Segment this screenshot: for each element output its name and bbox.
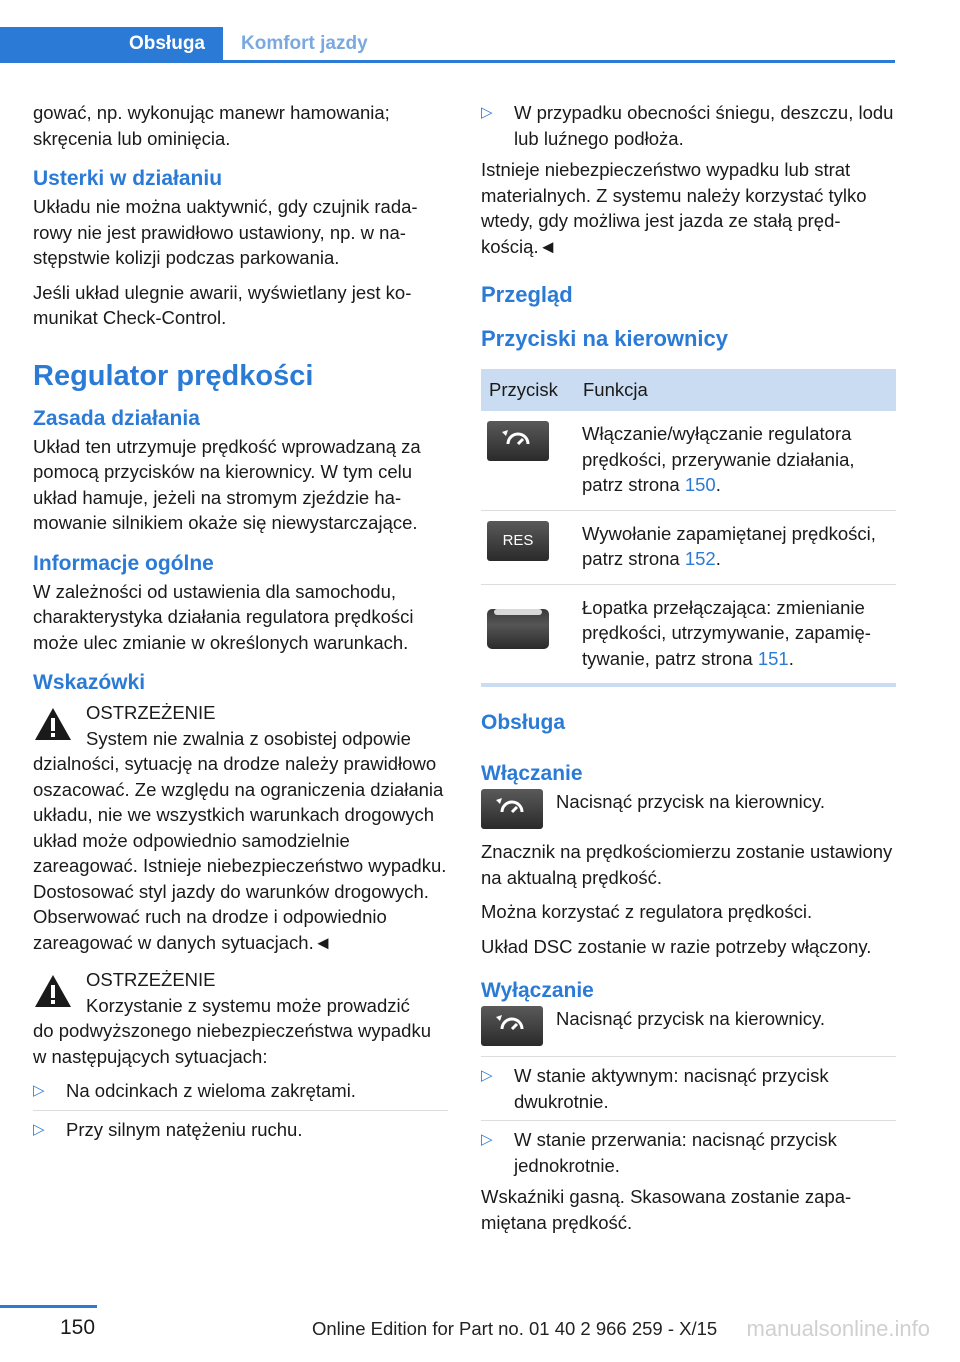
paragraph: gować, np. wykonując manewr hamowania; skręcenia lub ominięcia. <box>33 102 390 149</box>
warning-block <box>33 967 448 1018</box>
paragraph: Znacznik na prędkościomierzu zostanie ustawiony na aktualną prędkość. <box>481 841 893 888</box>
paragraph: Układ DSC zostanie w razie potrzeby włączony. <box>481 935 872 957</box>
tab-komfort-jazdy: Komfort jazdy <box>241 33 368 54</box>
cruise-on-off-icon <box>481 789 543 829</box>
header-rule <box>0 60 895 63</box>
tab-obsluga: Obsługa <box>0 27 223 61</box>
page-number: 150 <box>60 1316 96 1339</box>
buttons-table <box>481 369 896 687</box>
page-link[interactable]: 150 <box>684 474 716 495</box>
cruise-on-off-icon <box>481 1006 543 1046</box>
warning-triangle-icon <box>33 973 73 1009</box>
watermark: manualsonline.info <box>746 1316 930 1341</box>
section-heading: Włączanie <box>481 762 583 785</box>
section-heading: Zasada działania <box>33 406 200 430</box>
table-row <box>481 584 896 685</box>
list-item: ▷ W stanie przerwania: nacisnąć przycisk jednokrotnie. <box>481 1120 896 1178</box>
section-heading: Informacje ogólne <box>33 551 214 575</box>
left-column <box>33 100 448 1148</box>
warning-title: OSTRZEŻENIE <box>86 969 216 990</box>
section-heading: Przegląd <box>481 282 573 307</box>
paragraph: W zależności od ustawienia dla samochodu, charakterystyka działania regulatora prędkości może ulec zmianie w określonych warunkach. <box>33 580 414 653</box>
button-instruction: Nacisnąć przycisk na kierownicy. <box>481 1006 896 1046</box>
paragraph: Istnieje niebezpieczeństwo wypadku lub strat materialnych. Z systemu należy korzystać tylko wtedy, gdy możliwa jest jazda ze stałą prędkością.◄ <box>481 159 867 257</box>
page-link[interactable]: 152 <box>684 548 716 569</box>
section-heading: Przyciski na kierownicy <box>481 326 729 351</box>
triangle-bullet-icon: ▷ <box>481 1067 493 1084</box>
paragraph: Jeśli układ ulegnie awarii, wyświetlany jest komunikat Check-Control. <box>33 281 412 328</box>
warning-triangle-icon <box>33 706 73 742</box>
warning-text-first-line: Korzystanie z systemu może prowadzić <box>86 994 410 1016</box>
list-item: ▷ W stanie aktywnym: nacisnąć przycisk dwukrotnie. <box>481 1056 896 1114</box>
right-column <box>481 100 896 1244</box>
chapter-title: Regulator prędkości <box>33 359 314 392</box>
section-heading: Usterki w działaniu <box>33 167 223 190</box>
bullet-list <box>33 1078 448 1142</box>
bullet-list <box>481 1056 896 1178</box>
page-link[interactable]: 151 <box>757 647 789 669</box>
section-heading: Obsługa <box>481 711 566 734</box>
warning-text: dzialności, sytuację na drodze należy prawidłowo oszacować. Ze względu na ograniczenia działania układu, nie we wszystkich warunkach drogowych układ może odpowiednio samodzielnie zareagować. Istnieje niebezpieczeństwo wypadku. Dostosować styl jazdy do warunków drogowych. Obserwować ruch na drodze i odpowiednio zareagować w danych sytuacjach.◄ <box>33 753 447 953</box>
edition-text: Online Edition for Part no. 01 40 2 966 259 - X/15 <box>312 1318 718 1339</box>
triangle-bullet-icon: ▷ <box>481 104 493 121</box>
triangle-bullet-icon: ▷ <box>481 1131 493 1148</box>
table-cell: Włączanie/wyłączanie regulatora prędkości, przerywanie działania, patrz strona 150. <box>582 411 896 510</box>
table-row <box>481 411 896 510</box>
paragraph: Wskaźniki gasną. Skasowana zostanie zapamiętana prędkość. <box>481 1186 852 1233</box>
warning-text-first-line: System nie zwalnia z osobistej odpowie <box>86 727 411 749</box>
table-row <box>481 510 896 584</box>
list-item: ▷ Przy silnym natężeniu ruchu. <box>33 1110 448 1143</box>
lever-icon <box>487 609 549 649</box>
button-instruction: Nacisnąć przycisk na kierownicy. <box>481 789 896 829</box>
section-heading: Wyłączanie <box>481 979 594 1002</box>
list-item: ▷ Na odcinkach z wieloma zakrętami. <box>33 1078 448 1104</box>
table-cell: Łopatka przełączająca: zmienianie prędkości, utrzymywanie, zapamiętywanie, patrz strona 151. <box>582 584 896 685</box>
cruise-on-off-icon <box>487 421 549 461</box>
warning-title: OSTRZEŻENIE <box>86 702 216 723</box>
table-header: Przycisk <box>481 369 582 411</box>
warning-block <box>33 700 448 751</box>
triangle-bullet-icon: ▷ <box>33 1082 45 1099</box>
list-item: ▷ W przypadku obecności śniegu, deszczu, lodu lub luźnego podłoża. <box>481 102 894 149</box>
paragraph: Układ ten utrzymuje prędkość wprowadzaną za pomocą przycisków na kierownicy. W tym celu układ hamuje, jeżeli na stromym zjeździe hamowanie silnikiem okaże się niewystarczające. <box>33 435 421 533</box>
res-button-icon: RES <box>487 521 549 561</box>
paragraph: Układu nie można uaktywnić, gdy czujnik radarowy nie jest prawidłowo ustawiony, np. w następstwie kolizji podczas parkowania. <box>33 196 418 268</box>
footer-rule <box>0 1305 97 1308</box>
bullet-list <box>481 100 896 151</box>
paragraph: Można korzystać z regulatora prędkości. <box>481 901 813 922</box>
table-header: Funkcja <box>582 369 896 411</box>
warning-text: do podwyższonego niebezpieczeństwa wypadku w następujących sytuacjach: <box>33 1020 432 1067</box>
section-heading: Wskazówki <box>33 671 146 694</box>
table-cell: Wywołanie zapamiętanej prędkości, patrz strona 152. <box>582 510 896 584</box>
triangle-bullet-icon: ▷ <box>33 1120 45 1138</box>
